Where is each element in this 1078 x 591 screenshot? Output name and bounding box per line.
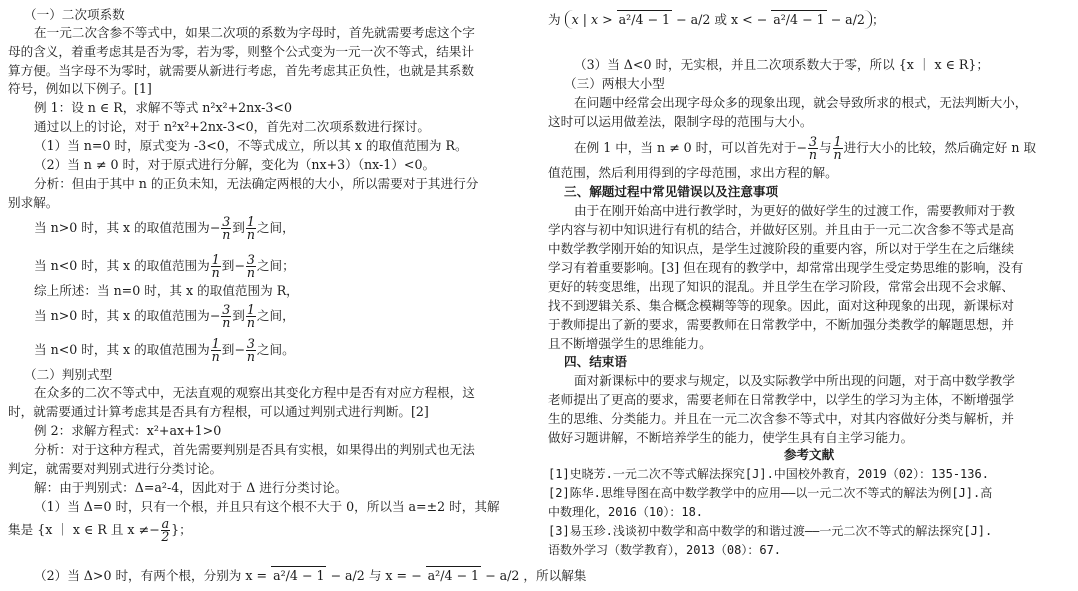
paragraph-line: 算方便。当字母不为零时，就需要从新进行考虑，首先考虑其正负性，也就是其系数 bbox=[8, 63, 474, 78]
paragraph-line: 这时可以运用做差法，限制字母的范围与大小。 bbox=[548, 114, 813, 129]
paragraph-line: 学习有着重要影响。[3] 但在现有的教学中，却常常出现学生受定势思维的影响，没有 bbox=[548, 260, 1024, 275]
fraction: $\frac{1}{n}$ bbox=[246, 214, 255, 242]
case-line: 集是 {x ｜ x ∈ R 且 x ≠− $\frac{a}{2}$ }； bbox=[8, 516, 192, 544]
analysis-line: 分析：但由于其中 n 的正负未知，无法确定两根的大小，所以需要对于其进行分 bbox=[34, 176, 479, 191]
set-brace: x | x > a²/4 − 1 − a/2 或 x < − a²/4 − 1 − a/2 bbox=[565, 10, 872, 29]
fraction: $\frac{1}{n}$ bbox=[833, 134, 842, 162]
reference-item: [1]史晓芳.一元二次不等式解法探究[J].中国校外教育，2019（02）：135-136. bbox=[548, 467, 989, 481]
paragraph-line: 在例 1 中，当 n ≠ 0 时，可以首先对于− $\frac{3}{n}$ 与 $\frac{1}{n}$ 进行大小的比较，然后确定好 n 取 bbox=[574, 134, 1037, 162]
paragraph-line: 时，就需要通过计算考虑其是否具有方程根，可以通过判别式进行判断。[2] bbox=[8, 404, 429, 419]
summary-line: 综上所述：当 n=0 时，其 x 的取值范围为 R， bbox=[34, 283, 299, 298]
paragraph-line: 值范围，然后利用得到的字母范围，求出方程的解。 bbox=[548, 165, 838, 180]
radical: a²/4 − 1 bbox=[273, 568, 325, 583]
fraction: $\frac{3}{n}$ bbox=[246, 252, 255, 280]
section-heading-conclusion: 四、结束语 bbox=[564, 354, 627, 369]
example-2: 例 2：求解方程式：x²+ax+1>0 bbox=[34, 423, 222, 438]
paragraph-line: 在众多的二次不等式中，无法直观的观察出其变化方程中是否有对应方程根，这 bbox=[34, 385, 475, 400]
paragraph-line: 中数学教学刚开始的知识点，是学生过渡阶段的重要内容，所以对于学生在之后继续 bbox=[548, 241, 1014, 256]
range-line: 当 n<0 时，其 x 的取值范围为 $\frac{1}{n}$ 到− $\frac{3}{n}$ 之间； bbox=[34, 252, 295, 280]
paragraph-line: 且不断增强学生的思维能力。 bbox=[548, 336, 712, 351]
paragraph-line: 面对新课标中的要求与规定，以及实际教学中所出现的问题，对于高中数学教学 bbox=[574, 373, 1015, 388]
fraction: $\frac{3}{n}$ bbox=[222, 302, 231, 330]
case-line: （2）当 n ≠ 0 时，对于原式进行分解，变化为（nx+3）（nx-1）<0。 bbox=[34, 157, 436, 172]
section-heading-root-size: （三）两根大小型 bbox=[564, 76, 665, 91]
solution-set-line: 为 x | x > a²/4 − 1 − a/2 或 x < − a²/4 − 1 − a/2 ； bbox=[548, 12, 885, 27]
fraction: $\frac{1}{n}$ bbox=[211, 252, 220, 280]
section-heading-quadratic-coefficient: （一）二次项系数 bbox=[24, 7, 125, 22]
case-line: （1）当 Δ=0 时，只有一个根，并且只有这个根不大于 0，所以当 a=±2 时，其解 bbox=[34, 499, 500, 514]
paragraph-line: 通过以上的讨论，对于 n²x²+2nx-3<0，首先对二次项系数进行探讨。 bbox=[34, 119, 430, 134]
fraction: $\frac{1}{n}$ bbox=[246, 302, 255, 330]
fraction: $\frac{a}{2}$ bbox=[161, 516, 170, 544]
radical: a²/4 − 1 bbox=[773, 12, 825, 27]
reference-item: 语数外学习（数学教育），2013（08）：67. bbox=[548, 543, 782, 557]
paragraph-line: 符号，例如以下例子。[1] bbox=[8, 81, 152, 96]
range-line: 当 n>0 时，其 x 的取值范围为− $\frac{3}{n}$ 到 $\frac{1}{n}$ 之间， bbox=[34, 302, 295, 330]
paragraph-line: 母的含义，着重考虑其是否为零，若为零，则整个公式变为一元一次不等式，结果计 bbox=[8, 44, 474, 59]
radical: a²/4 − 1 bbox=[618, 12, 671, 27]
paragraph-line: 更好的转变思维，出现了知识的混乱。并且学生在学习阶段，常常会出现不会求解、 bbox=[548, 279, 1014, 294]
range-line: 当 n>0 时，其 x 的取值范围为− $\frac{3}{n}$ 到 $\frac{1}{n}$ 之间， bbox=[34, 214, 295, 242]
paragraph-line: 学内容与初中知识进行有机的结合，并做好区别。并且由于一元二次含参不等式是高 bbox=[548, 222, 1014, 237]
paragraph-line: 于教师提出了新的要求，需要教师在日常教学中，不断加强分类教学的解题思想，并 bbox=[548, 317, 1014, 332]
range-line: 当 n<0 时，其 x 的取值范围为 $\frac{1}{n}$ 到− $\frac{3}{n}$ 之间。 bbox=[34, 336, 295, 364]
section-heading-common-errors: 三、解题过程中常见错误以及注意事项 bbox=[564, 184, 779, 199]
paragraph-line: 在问题中经常会出现字母众多的现象出现，就会导致所求的根式，无法判断大小， bbox=[574, 95, 1028, 110]
fraction: $\frac{3}{n}$ bbox=[246, 336, 255, 364]
paragraph-line: 由于在刚开始高中进行教学时，为更好的做好学生的过渡工作，需要教师对于教 bbox=[574, 203, 1015, 218]
fraction: $\frac{3}{n}$ bbox=[222, 214, 231, 242]
reference-item: 中数理化，2016（10）：18. bbox=[548, 505, 704, 519]
analysis-line: 别求解。 bbox=[8, 195, 59, 210]
fraction: $\frac{3}{n}$ bbox=[808, 134, 818, 162]
paragraph-line: 在一元二次含参不等式中，如果二次项的系数为字母时，首先就需要考虑这个字 bbox=[34, 25, 475, 40]
case-line: （2）当 Δ>0 时，有两个根，分别为 x = a²/4 − 1 − a/2 与 x = − a²/4 − 1 − a/2 ，所以解集 bbox=[34, 568, 587, 583]
solution-line: 解：由于判别式：Δ=a²-4，因此对于 Δ 进行分类讨论。 bbox=[34, 480, 348, 495]
section-heading-discriminant: （二）判别式型 bbox=[24, 367, 113, 382]
analysis-line: 判定，就需要对判别式进行分类讨论。 bbox=[8, 461, 223, 476]
fraction: $\frac{1}{n}$ bbox=[211, 336, 220, 364]
analysis-line: 分析：对于这种方程式，首先需要判别是否具有实根，如果得出的判别式也无法 bbox=[34, 442, 475, 457]
references-heading: 参考文献 bbox=[783, 447, 835, 462]
paragraph-line: 找不到逻辑关系、集合概念模糊等等的现象。因此，面对这种现象的出现，新课标对 bbox=[548, 298, 1014, 313]
paragraph-line: 生的思维、分类能力。并且在一元二次含参不等式中，对其内容做好分类与解析，并 bbox=[548, 411, 1014, 426]
example-1: 例 1：设 n ∈ R，求解不等式 n²x²+2nx-3<0 bbox=[34, 100, 292, 115]
radical: a²/4 − 1 bbox=[427, 568, 480, 583]
case-line: （1）当 n=0 时，原式变为 -3<0，不等式成立，所以其 x 的取值范围为 R。 bbox=[34, 138, 468, 153]
paragraph-line: 老师提出了更高的要求，需要老师在日常教学中，以学生的学习为主体，不断增强学 bbox=[548, 392, 1014, 407]
paragraph-line: 做好习题讲解，不断培养学生的能力，使学生具有自主学习能力。 bbox=[548, 430, 914, 445]
reference-item: [2]陈华.思维导图在高中数学教学中的应用——以一元二次不等式的解法为例[J].高 bbox=[548, 486, 993, 500]
case-line: （3）当 Δ<0 时，无实根，并且二次项系数大于零，所以 {x ｜ x ∈ R}； bbox=[574, 57, 989, 72]
reference-item: [3]易玉珍.浅谈初中数学和高中数学的和谐过渡——一元二次不等式的解法探究[J]. bbox=[548, 524, 993, 538]
